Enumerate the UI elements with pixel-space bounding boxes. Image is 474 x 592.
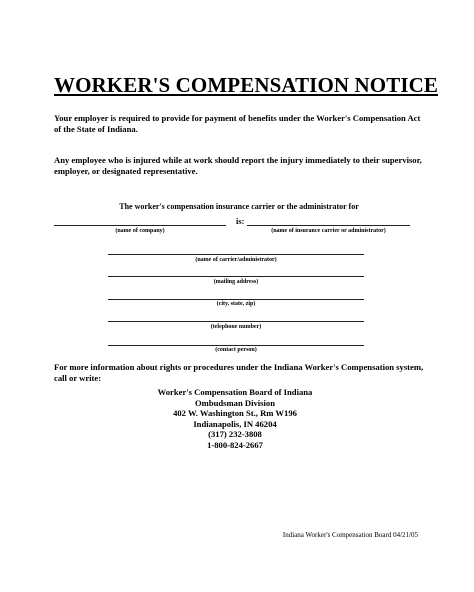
more-info-paragraph: For more information about rights or procedures under the Indiana Worker's Compensation system, call or write: [54,362,424,383]
carrier-name-line[interactable] [247,225,410,226]
city-state-zip-line[interactable] [108,299,364,300]
city-state-zip-caption: (city, state, zip) [216,301,256,307]
is-label: is: [236,217,245,226]
board-address-block [130,387,340,451]
address-line-4: Indianapolis, IN 46204 [193,418,277,429]
document-footer: Indiana Worker's Compensation Board 04/21/05 [282,531,418,539]
telephone-number-line[interactable] [108,321,364,322]
carrier-administrator-caption: (name of carrier/administrator) [195,257,277,263]
carrier-administrator-line[interactable] [108,254,364,255]
company-name-line[interactable] [54,225,226,226]
address-phone-tollfree: 1-800-824-2667 [207,439,263,450]
carrier-name-caption: (name of insurance carrier or administrator) [271,228,386,234]
mailing-address-line[interactable] [108,276,364,277]
injury-report-paragraph: Any employee who is injured while at work should report the injury immediately to their supervisor, employer, or designated representative. [54,155,422,176]
contact-person-line[interactable] [108,345,364,346]
address-phone-local: (317) 232-3808 [208,429,262,440]
carrier-intro-text: The worker's compensation insurance carrier or the administrator for [119,202,359,211]
mailing-address-caption: (mailing address) [213,279,259,285]
address-line-1: Worker's Compensation Board of Indiana [157,387,313,397]
contact-person-caption: (contact person) [215,347,257,353]
address-line-2: Ombudsman Division [195,397,275,408]
telephone-number-caption: (telephone number) [210,324,262,330]
notice-title: WORKER'S COMPENSATION NOTICE [54,73,438,97]
employer-requirement-paragraph: Your employer is required to provide for payment of benefits under the Worker's Compensation Act of the State of Indiana. [54,113,421,134]
company-name-caption: (name of company) [115,228,165,234]
address-line-3: 402 W. Washington St., Rm W196 [173,408,297,419]
